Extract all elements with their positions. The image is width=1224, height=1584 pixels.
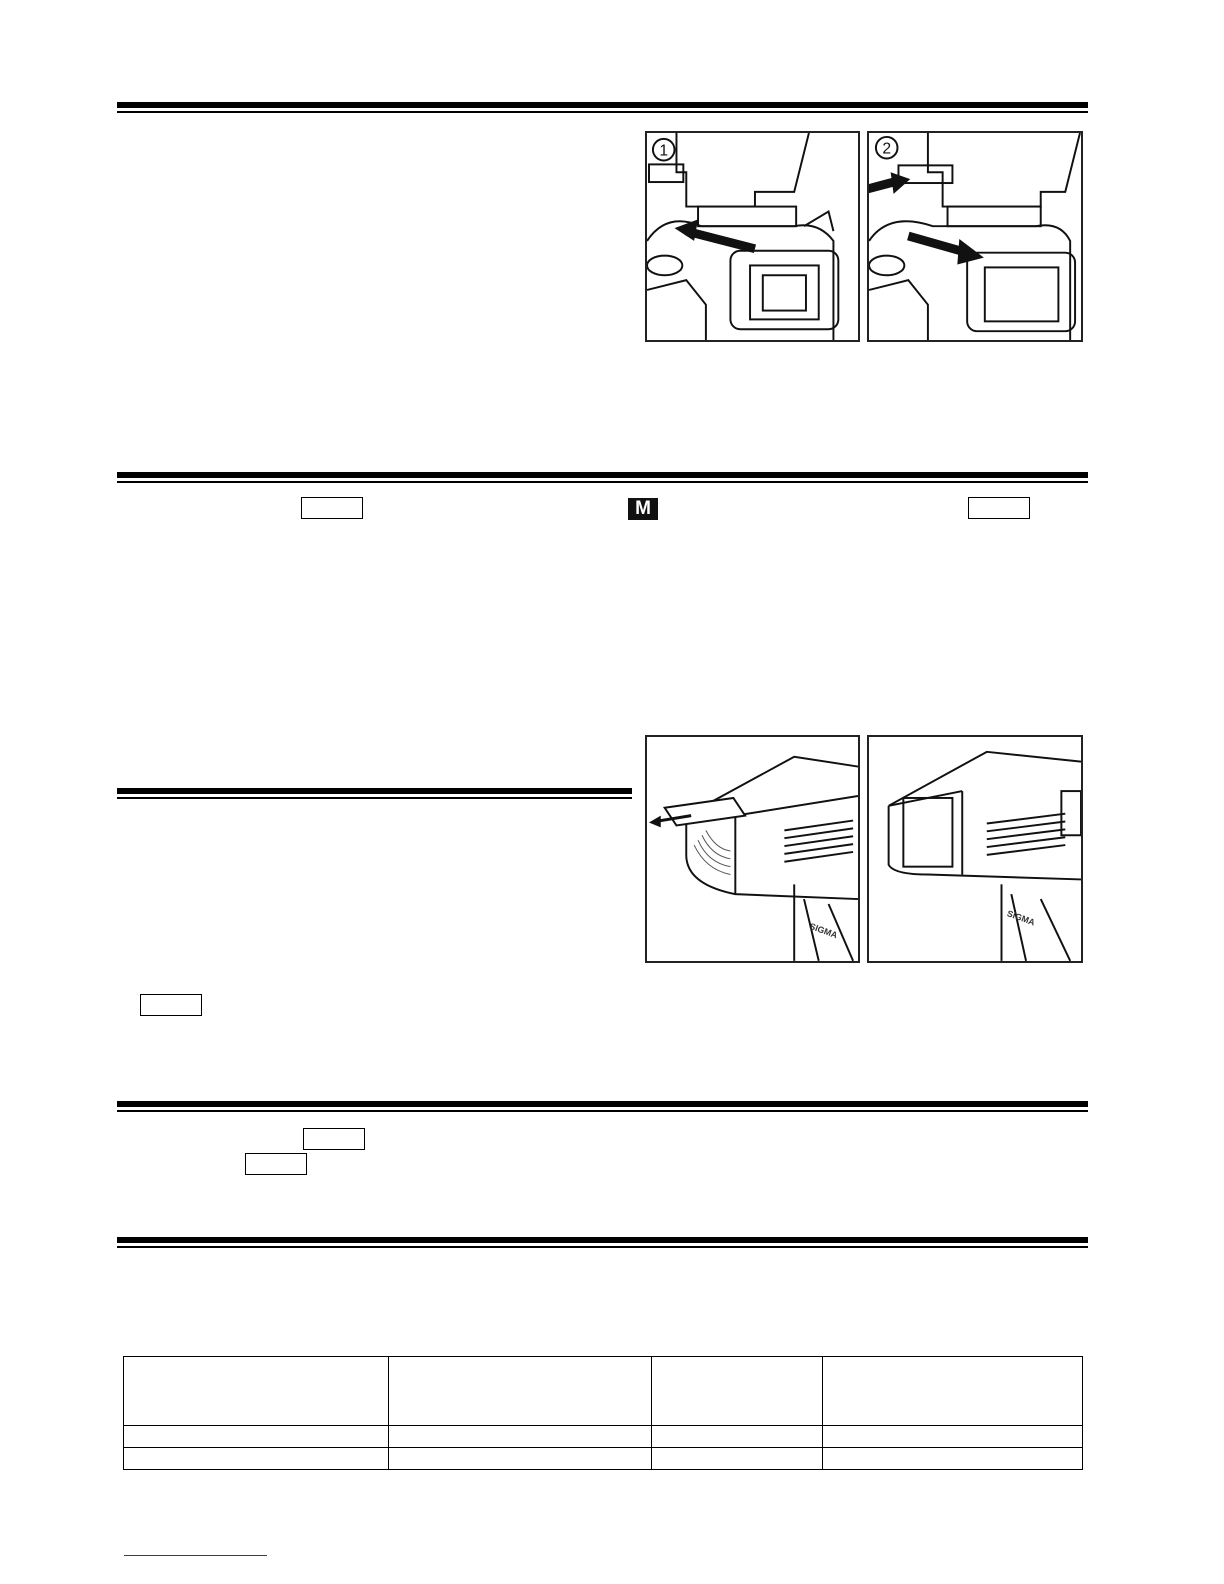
table-header-row (124, 1357, 1083, 1426)
table-row (124, 1426, 1083, 1448)
reference-box (140, 994, 202, 1016)
reference-box (245, 1153, 307, 1175)
reference-box (303, 1128, 365, 1150)
figure-wide-panel-in (867, 735, 1083, 963)
table-cell (652, 1426, 823, 1448)
figure-mount-step-2 (867, 131, 1083, 342)
section-rule-4 (117, 1101, 1088, 1112)
table-cell (823, 1357, 1083, 1426)
table-cell (823, 1426, 1083, 1448)
figure-wide-panel-out (645, 735, 860, 963)
manual-mode-icon: M (628, 498, 658, 520)
table-row (124, 1448, 1083, 1470)
reference-box (968, 497, 1030, 519)
section-rule-1 (117, 102, 1088, 113)
figure-mount-step-1 (645, 131, 860, 342)
table-cell (124, 1426, 389, 1448)
reference-box (301, 497, 363, 519)
footer-link-underline[interactable] (124, 1555, 267, 1556)
section-rule-2 (117, 472, 1088, 483)
spec-table (123, 1356, 1083, 1470)
table-cell (389, 1357, 652, 1426)
step-number-2: 2 (882, 140, 892, 158)
table-cell (124, 1357, 389, 1426)
table-cell (389, 1448, 652, 1470)
table-cell (652, 1357, 823, 1426)
brand-mark-text: SIGMA (808, 920, 839, 941)
table-cell (652, 1448, 823, 1470)
section-rule-3 (117, 788, 632, 799)
table-cell (823, 1448, 1083, 1470)
section-rule-5 (117, 1237, 1088, 1248)
brand-mark-text: SIGMA (1005, 908, 1037, 928)
table-cell (389, 1426, 652, 1448)
table-cell (124, 1448, 389, 1470)
step-number-1: 1 (659, 142, 669, 160)
